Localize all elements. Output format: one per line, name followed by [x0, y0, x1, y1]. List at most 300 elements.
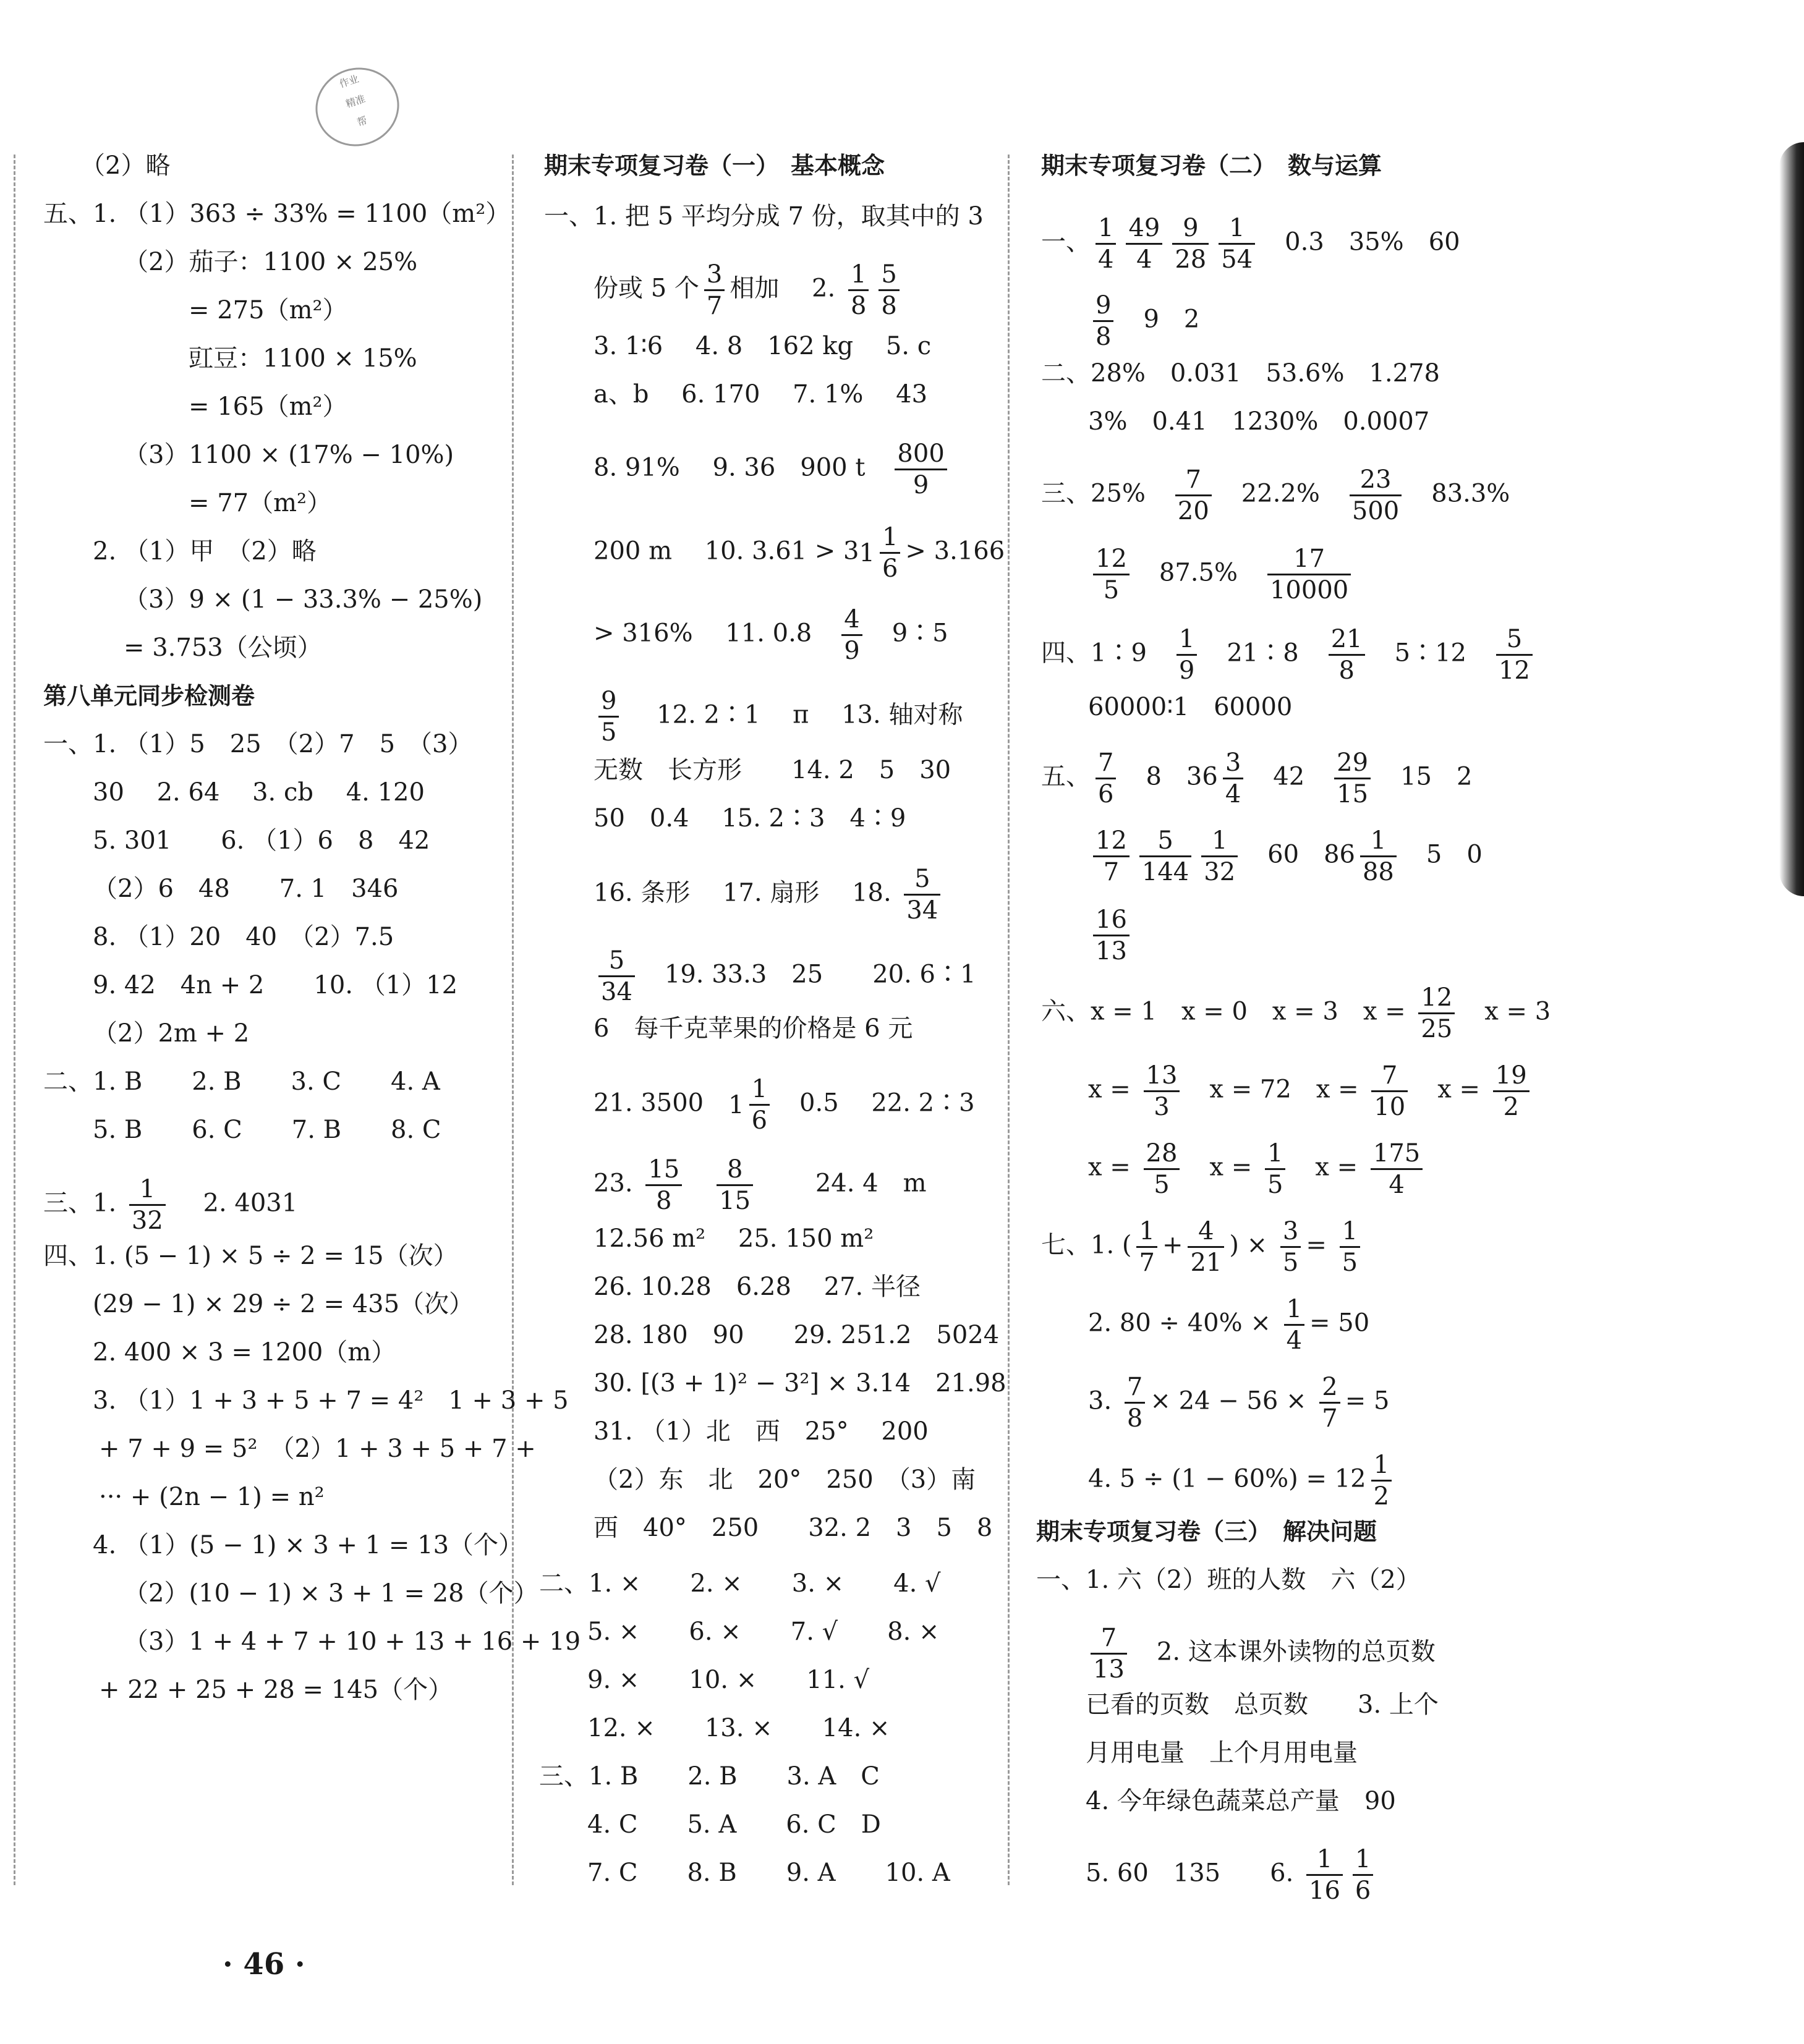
answer-line: [594, 1270, 921, 1304]
answer-text: 5∶12: [1369, 638, 1491, 668]
answer-text: （2）(10 − 1) × 3 + 1 = 28（个）: [124, 1579, 538, 1608]
fraction-numerator: 4: [841, 604, 862, 636]
fraction-denominator: 34: [601, 978, 632, 1006]
answer-line: [594, 377, 927, 412]
seal-text-3: 帮: [355, 114, 369, 129]
fraction-numerator: 7: [1125, 1372, 1145, 1404]
answer-text: 31. （1）北 西 25° 200: [594, 1417, 929, 1446]
answer-line: [43, 1064, 440, 1099]
answer-text: 四、1. (5 − 1) × 5 ÷ 2 = 15（次）: [43, 1242, 458, 1270]
answer-line: [1088, 1139, 1427, 1200]
answer-text: [687, 1169, 712, 1198]
answer-text: （3）1100 × (17% − 10%): [124, 441, 454, 469]
fraction-numerator: 7: [1096, 748, 1116, 779]
fraction: [1371, 1450, 1392, 1511]
answer-line: [594, 1221, 874, 1256]
fraction-denominator: 28: [1175, 245, 1207, 274]
answer-text: 9∶5: [867, 619, 948, 648]
answer-line: [544, 199, 984, 234]
margin-rule-left: [14, 155, 15, 1885]
fraction-numerator: 9: [1172, 213, 1209, 245]
answer-text: 50 0.4 15. 2∶3 4∶9: [594, 804, 906, 833]
answer-text: 15 2: [1376, 762, 1473, 791]
answer-text: x = 72 x =: [1185, 1075, 1367, 1104]
answer-text: 12. × 13. × 14. ×: [587, 1714, 890, 1742]
fraction-numerator: 5: [904, 864, 940, 896]
answer-line: [93, 1335, 396, 1370]
answer-line: [594, 753, 951, 787]
answer-text: 五、: [1041, 762, 1091, 791]
answer-line: [93, 1383, 569, 1418]
fraction: [1188, 1216, 1224, 1278]
answer-line: [1088, 1294, 1369, 1355]
fraction-denominator: 5: [601, 718, 617, 747]
fraction-denominator: 9: [913, 471, 929, 499]
fraction-denominator: 8: [656, 1187, 672, 1215]
fraction-denominator: 10: [1374, 1093, 1406, 1121]
fraction-numerator: 29: [1334, 748, 1371, 779]
fraction-numerator: 28: [1144, 1139, 1180, 1170]
fraction-denominator: 6: [751, 1106, 768, 1135]
section-heading: [1036, 1514, 1377, 1549]
fraction: [1371, 1139, 1423, 1200]
answer-text: 二、28% 0.031 53.6% 1.278: [1041, 359, 1440, 388]
answer-text: 0.3 35% 60: [1260, 227, 1460, 257]
fraction-denominator: 20: [1177, 497, 1209, 525]
answer-text: = 5: [1345, 1386, 1390, 1415]
fraction-numerator: 49: [1126, 213, 1162, 245]
fraction: [1091, 1623, 1127, 1684]
fraction: [1319, 1372, 1340, 1433]
answer-line: [93, 920, 394, 954]
answer-line: [1088, 544, 1356, 605]
fraction: [645, 1155, 682, 1216]
answer-line: [1086, 1844, 1378, 1906]
fraction-denominator: 32: [1204, 858, 1236, 886]
fraction: [1093, 905, 1130, 966]
fraction-denominator: 6: [1098, 780, 1114, 808]
answer-line: [594, 1414, 929, 1449]
answer-text: 三、1.: [43, 1189, 124, 1218]
answer-text: 一、: [1041, 227, 1091, 257]
answer-line: [189, 389, 347, 424]
answer-text: ··· + (2n − 1) = n²: [99, 1483, 325, 1511]
fraction: [1496, 624, 1533, 685]
page-number: · 46 ·: [223, 1947, 305, 1982]
fraction-numerator: 3: [704, 260, 725, 291]
answer-line: [93, 775, 425, 810]
fraction-denominator: 8: [1126, 1404, 1143, 1433]
answer-line: [1041, 213, 1460, 274]
answer-line: [594, 801, 906, 836]
fraction-denominator: 7: [1322, 1404, 1338, 1433]
fraction-denominator: 6: [882, 554, 898, 583]
answer-line: [594, 439, 952, 500]
answer-line: [594, 864, 945, 925]
fraction-denominator: 8: [850, 292, 867, 320]
fraction: [1306, 1844, 1343, 1906]
answer-text: 5. 60 135 6.: [1086, 1859, 1302, 1888]
answer-text: 份或 5 个: [594, 274, 699, 303]
answer-line: [1086, 1623, 1436, 1684]
answer-text: 月用电量 上个月用电量: [1086, 1739, 1358, 1767]
answer-text: = 275（m²）: [189, 296, 347, 324]
answer-line: [124, 1576, 538, 1611]
answer-text: 西 40° 250 32. 2 3 5 8: [594, 1514, 993, 1542]
fraction-numerator: 7: [1371, 1061, 1408, 1092]
answer-line: [594, 1074, 975, 1135]
fraction: [1418, 983, 1455, 1044]
fraction-numerator: 1: [1201, 826, 1238, 857]
fraction-numerator: 1: [129, 1174, 166, 1206]
fraction: [1284, 1294, 1304, 1355]
answer-line: [93, 1016, 249, 1051]
answer-line: [587, 1663, 869, 1697]
mixed-whole: 1: [728, 1090, 744, 1119]
fraction: [848, 260, 869, 321]
answer-text: 2. 80 ÷ 40% ×: [1088, 1308, 1279, 1338]
answer-line: [1088, 905, 1134, 966]
mixed-whole: 1: [859, 538, 875, 567]
fraction-numerator: 1: [1265, 1139, 1285, 1170]
fraction-denominator: 12: [1498, 656, 1530, 685]
answer-text: 19. 33.3 25 20. 6∶1: [639, 960, 976, 989]
answer-line: [124, 630, 322, 665]
fraction-numerator: 12: [1418, 983, 1455, 1014]
answer-text: 无数 长方形 14. 2 5 30: [594, 756, 951, 784]
answer-text: 2. （1）甲 （2）略: [93, 537, 317, 566]
answer-text: 一、1. （1）5 25 （2）7 5 （3）: [43, 730, 473, 758]
answer-text: （2）2m + 2: [93, 1019, 250, 1048]
answer-line: [99, 1673, 453, 1707]
answer-text: 六、x = 1 x = 0 x = 3 x =: [1041, 997, 1414, 1026]
fraction-numerator: 5: [1496, 624, 1533, 656]
fraction-denominator: 16: [1309, 1876, 1340, 1905]
fraction-numerator: 1: [1340, 1216, 1360, 1248]
answer-text: 9. × 10. × 11. √: [587, 1666, 870, 1694]
fraction: [1223, 748, 1243, 809]
fraction-numerator: 1: [1371, 1450, 1392, 1482]
fraction: [1125, 1372, 1145, 1433]
answer-line: [587, 1711, 890, 1745]
answer-line: [43, 727, 472, 761]
answer-line: [124, 582, 482, 617]
fraction: [1350, 465, 1402, 526]
seal-text-1: 作业: [338, 72, 360, 90]
answer-line: [594, 1511, 992, 1545]
fraction-denominator: 7: [1103, 858, 1120, 886]
fraction-numerator: 1: [880, 522, 900, 554]
answer-text: 9 2: [1118, 305, 1200, 334]
fraction-denominator: 7: [706, 292, 723, 320]
answer-text: 28. 180 90 29. 251.2 5024: [594, 1321, 1000, 1349]
fraction-denominator: 21: [1190, 1249, 1222, 1277]
answer-text: （2）东 北 20° 250 （3）南: [594, 1465, 976, 1494]
fraction: [1139, 826, 1191, 887]
fraction-numerator: 1: [1360, 826, 1397, 857]
fraction: [1126, 213, 1162, 274]
fraction-denominator: 8: [1338, 656, 1355, 685]
answer-text: 5. × 6. × 7. √ 8. ×: [587, 1618, 940, 1646]
fraction-numerator: 8: [717, 1155, 753, 1186]
fraction: [598, 946, 635, 1007]
answer-line: [43, 1239, 458, 1273]
fraction-numerator: 1: [848, 260, 869, 291]
fraction: [704, 260, 725, 321]
answer-text: 8 36: [1121, 762, 1218, 791]
fraction-denominator: 4: [1389, 1171, 1405, 1199]
answer-text: 二、1. × 2. × 3. × 4. √: [539, 1569, 941, 1598]
answer-text: 3.: [1088, 1386, 1120, 1415]
answer-line: [594, 686, 963, 747]
fraction-numerator: 16: [1093, 905, 1130, 936]
answer-line: [93, 871, 398, 906]
fraction: [1340, 1216, 1360, 1278]
fraction: [1136, 1216, 1157, 1278]
answer-text: > 3.166: [905, 536, 1005, 566]
fraction-denominator: 5: [1154, 1171, 1170, 1199]
answer-text: x =: [1290, 1153, 1366, 1182]
answer-line: [594, 1011, 913, 1046]
answer-text: 3% 0.41 1230% 0.0007: [1088, 407, 1430, 436]
fraction-numerator: 3: [1223, 748, 1243, 779]
answer-line: [189, 293, 347, 328]
answer-text: 5 0: [1401, 840, 1483, 869]
fraction: [1093, 290, 1113, 352]
answer-line: [594, 604, 948, 666]
answer-line: [43, 1174, 297, 1236]
answer-line: [124, 1624, 581, 1659]
fraction: [749, 1074, 770, 1135]
answer-line: [1088, 1450, 1397, 1511]
fraction: [880, 522, 900, 583]
fraction-numerator: 1: [1096, 213, 1116, 245]
fraction-numerator: 2: [1319, 1372, 1340, 1404]
fraction-numerator: 23: [1350, 465, 1402, 496]
answer-text: （3）1 + 4 + 7 + 10 + 13 + 16 + 19: [124, 1627, 581, 1656]
fraction-numerator: 1: [1284, 1294, 1304, 1326]
fraction-numerator: 5: [598, 946, 635, 977]
fraction-denominator: 5: [1342, 1249, 1358, 1277]
answer-text: (29 − 1) × 29 ÷ 2 = 435（次）: [93, 1290, 474, 1318]
fraction: [1265, 1139, 1285, 1200]
answer-text: 21∶8: [1202, 638, 1324, 668]
answer-text: x =: [1088, 1075, 1139, 1104]
answer-text: 4. 今年绿色蔬菜总产量 90: [1086, 1787, 1396, 1815]
answer-line: [93, 1113, 441, 1147]
answer-line: [594, 522, 1005, 583]
fraction-numerator: 3: [1280, 1216, 1301, 1248]
fraction-denominator: 4: [1225, 780, 1241, 808]
answer-text: 二、1. B 2. B 3. C 4. A: [43, 1067, 440, 1096]
answer-text: 2. 4031: [170, 1189, 298, 1218]
answer-text: 2. 400 × 3 = 1200（m）: [93, 1338, 396, 1367]
answer-text: 12.56 m² 25. 150 m²: [594, 1224, 874, 1253]
answer-line: [587, 1807, 881, 1842]
fraction-numerator: 5: [879, 260, 899, 291]
fraction-numerator: 15: [645, 1155, 682, 1186]
fraction: [1360, 826, 1397, 887]
answer-text: 7. C 8. B 9. A 10. A: [587, 1859, 950, 1887]
fraction-numerator: 1: [1219, 213, 1255, 245]
fraction-numerator: 7: [1091, 1623, 1127, 1655]
section-heading: [544, 148, 885, 183]
answer-text: × 24 − 56 ×: [1150, 1386, 1315, 1415]
answer-line: [1041, 748, 1472, 809]
answer-text: 四、1∶9: [1041, 638, 1172, 668]
answer-line: [1088, 290, 1199, 352]
answer-line: [1088, 1372, 1389, 1433]
answer-text: 4. 5 ÷ (1 − 60%) = 12: [1088, 1464, 1366, 1493]
fraction-denominator: 5: [1282, 1249, 1299, 1277]
answer-text: + 22 + 25 + 28 = 145（个）: [99, 1676, 453, 1704]
fraction: [1267, 544, 1351, 605]
fraction: [1280, 1216, 1301, 1278]
fraction-denominator: 54: [1221, 245, 1253, 274]
fraction: [1093, 826, 1130, 887]
answer-text: 3. （1）1 + 3 + 5 + 7 = 4² 1 + 3 + 5: [93, 1386, 569, 1415]
answer-text: 21. 3500: [594, 1088, 729, 1117]
answer-text: 三、25%: [1041, 479, 1170, 508]
answer-line: [1086, 1687, 1439, 1722]
fraction: [904, 864, 940, 925]
answer-line: [594, 1155, 927, 1216]
fraction-numerator: 1: [1136, 1216, 1157, 1248]
fraction: [895, 439, 947, 500]
fraction-denominator: 5: [1103, 576, 1120, 604]
answer-line: [80, 148, 170, 183]
answer-line: [189, 341, 417, 376]
answer-line: [1088, 690, 1292, 724]
answer-text: x =: [1413, 1075, 1488, 1104]
fraction: [1201, 826, 1238, 887]
answer-line: [539, 1566, 941, 1601]
fraction: [1096, 748, 1116, 809]
fraction: [1353, 1844, 1373, 1906]
fraction: [1096, 213, 1116, 274]
answer-line: [124, 245, 417, 279]
answer-text: （2）略: [80, 151, 171, 180]
fraction-denominator: 9: [1178, 656, 1195, 685]
answer-text: 16. 条形 17. 扇形 18.: [594, 878, 900, 907]
answer-line: [594, 260, 904, 321]
answer-line: [594, 946, 976, 1007]
answer-line: [1086, 1784, 1396, 1818]
answer-text: ) ×: [1229, 1231, 1275, 1260]
fraction-numerator: 13: [1144, 1061, 1180, 1092]
fraction-denominator: 25: [1421, 1015, 1453, 1043]
answer-text: 一、1. 把 5 平均分成 7 份，取其中的 3: [544, 202, 984, 231]
answer-text: 5. B 6. C 7. B 8. C: [93, 1116, 441, 1144]
answer-line: [99, 1431, 536, 1466]
answer-text: 一、1. 六（2）班的人数 六（2）: [1036, 1566, 1421, 1594]
fraction-denominator: 8: [881, 292, 897, 320]
answer-text: = 3.753（公顷）: [124, 634, 322, 662]
section-heading: [43, 679, 255, 713]
answer-text: 22.2%: [1216, 479, 1345, 508]
answer-text: x = 3: [1460, 997, 1551, 1026]
fraction-numerator: 4: [1188, 1216, 1224, 1248]
fraction-numerator: 12: [1093, 544, 1130, 575]
answer-text: 60 86: [1243, 840, 1355, 869]
fraction-numerator: 1: [749, 1074, 770, 1106]
fraction: [1144, 1061, 1180, 1122]
answer-text: = 77（m²）: [189, 489, 332, 517]
answer-text: 期末专项复习卷（三） 解决问题: [1036, 1518, 1377, 1545]
answer-text: 4. C 5. A 6. C D: [587, 1810, 881, 1839]
answer-text: 七、1. (: [1041, 1231, 1132, 1260]
fraction: [1172, 213, 1209, 274]
answer-text: 8. 91% 9. 36 900 t: [594, 453, 890, 482]
fraction-denominator: 15: [719, 1187, 751, 1215]
answer-text: 30 2. 64 3. cb 4. 120: [93, 778, 425, 807]
fraction-denominator: 34: [906, 896, 938, 925]
fraction-numerator: 17: [1267, 544, 1351, 575]
answer-text: 23.: [594, 1169, 641, 1198]
fraction-denominator: 32: [131, 1206, 163, 1235]
answer-text: 已看的页数 总页数 3. 上个: [1086, 1690, 1439, 1719]
fraction: [1329, 624, 1365, 685]
fraction-numerator: 9: [598, 686, 619, 718]
answer-text: （2）茄子：1100 × 25%: [124, 248, 418, 276]
fraction-numerator: 21: [1329, 624, 1365, 656]
answer-line: [1036, 1563, 1421, 1597]
answer-line: [93, 823, 430, 858]
fraction-numerator: 19: [1493, 1061, 1530, 1092]
answer-line: [1088, 404, 1429, 439]
answer-line: [1041, 356, 1440, 391]
answer-text: 期末专项复习卷（一） 基本概念: [544, 152, 885, 179]
answer-text: 8. （1）20 40 （2）7.5: [93, 923, 394, 951]
fraction: [879, 260, 899, 321]
answer-line: [43, 197, 510, 231]
answer-text: （2）6 48 7. 1 346: [93, 875, 399, 903]
fraction-numerator: 12: [1093, 826, 1130, 857]
answer-line: [539, 1759, 880, 1794]
answer-text: + 7 + 9 = 5² （2）1 + 3 + 5 + 7 +: [99, 1435, 536, 1463]
answer-text: 200 m 10. 3.61 > 3: [594, 536, 859, 566]
fraction: [1371, 1061, 1408, 1122]
answer-text: 期末专项复习卷（二） 数与运算: [1041, 152, 1382, 179]
fraction: [1175, 465, 1212, 526]
fraction-denominator: 5: [1267, 1171, 1283, 1199]
fraction-numerator: 800: [895, 439, 947, 470]
answer-line: [93, 1287, 474, 1321]
fraction-denominator: 4: [1136, 245, 1152, 274]
fraction-numerator: 7: [1175, 465, 1212, 496]
answer-text: 30. [(3 + 1)² − 3²] × 3.14 21.98: [594, 1369, 1006, 1397]
answer-text: 豇豆：1100 × 15%: [189, 344, 417, 373]
fraction-denominator: 3: [1154, 1093, 1170, 1121]
answer-text: > 316% 11. 0.8: [594, 619, 837, 648]
seal-text-2: 精准: [344, 92, 367, 110]
answer-line: [1041, 624, 1538, 685]
answer-line: [587, 1614, 940, 1649]
answer-text: 26. 10.28 6.28 27. 半径: [594, 1273, 921, 1301]
fraction-denominator: 9: [844, 637, 860, 665]
answer-line: [594, 329, 931, 363]
answer-text: 第八单元同步检测卷: [43, 682, 255, 710]
answer-text: 83.3%: [1406, 479, 1510, 508]
fraction-numerator: 175: [1371, 1139, 1423, 1170]
fraction: [1093, 544, 1130, 605]
answer-text: 12. 2∶1 π 13. 轴对称: [624, 700, 963, 729]
fraction: [1219, 213, 1255, 274]
answer-text: 24. 4 m: [758, 1169, 927, 1198]
answer-text: = 165（m²）: [189, 392, 347, 421]
answer-line: [1088, 826, 1483, 887]
fraction: [1176, 624, 1197, 685]
